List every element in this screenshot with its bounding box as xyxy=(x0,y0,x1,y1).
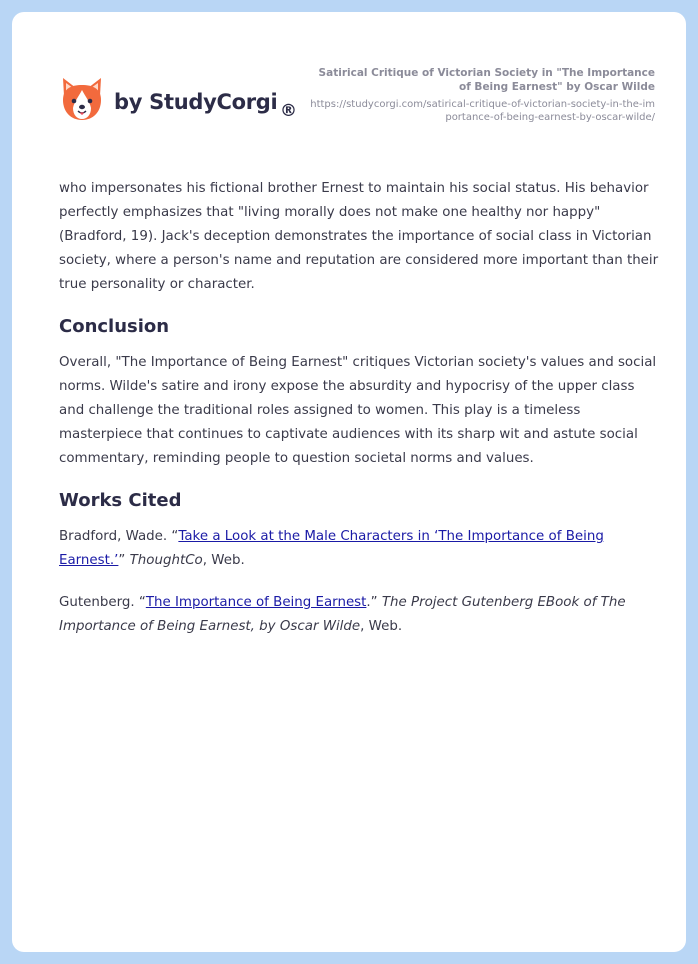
works-cited-heading: Works Cited xyxy=(59,490,182,511)
citation-suffix: , Web. xyxy=(202,553,245,568)
studycorgi-logo[interactable] xyxy=(60,76,277,122)
essay-content xyxy=(59,177,659,657)
citation-prefix: Bradford, Wade. “ xyxy=(59,529,179,544)
document-meta xyxy=(305,66,655,124)
conclusion-paragraph: Overall, "The Importance of Being Earnest" critiques Victorian society's values and social norms. Wilde's satire and irony expose the absurdity and hypocrisy of the upper class and challenge the traditional roles assigned to women. This play is a timeless masterpiece that continues to captivate audiences with its sharp wit and astute social commentary, reminding people to question societal norms and values. xyxy=(59,355,657,466)
conclusion-heading: Conclusion xyxy=(59,316,170,337)
page-header xyxy=(12,12,686,152)
document-page xyxy=(12,12,686,952)
citation-link[interactable]: The Importance of Being Earnest xyxy=(145,595,367,610)
citation-link[interactable]: Take a Look at the Male Characters in ‘The Importance of Being Earnest.’ xyxy=(59,529,604,568)
brand-name: by StudyCorgi xyxy=(114,90,278,114)
citation-item xyxy=(59,591,659,639)
citation-after-link: ” xyxy=(118,553,126,568)
intro-paragraph: who impersonates his fictional brother Ernest to maintain his social status. His behavior perfectly emphasizes that "living morally does not make one healthy nor happy" (Bradford, 19). Jack's deception demonstrates the importance of social class in Victorian society, where a person's name and reputation are considered more important than their true personality or character. xyxy=(59,181,659,292)
citation-source: ThoughtCo xyxy=(129,553,203,568)
citation-source: The Project Gutenberg EBook of The Importance of Being Earnest, by Oscar Wilde xyxy=(59,595,626,634)
citation-item xyxy=(59,525,659,573)
registered-mark: ® xyxy=(280,101,297,121)
citation-prefix: Gutenberg. “ xyxy=(59,595,146,610)
citation-after-link: .” xyxy=(366,595,382,610)
document-url[interactable]: https://studycorgi.com/satirical-critique-of-victorian-society-in-the-importance-of-being-earnest-by-oscar-wilde/ xyxy=(310,99,655,123)
document-title: Satirical Critique of Victorian Society in "The Importance of Being Earnest" by Oscar Wilde xyxy=(318,67,655,93)
citation-suffix: , Web. xyxy=(360,619,403,634)
corgi-logo-icon xyxy=(60,76,104,122)
